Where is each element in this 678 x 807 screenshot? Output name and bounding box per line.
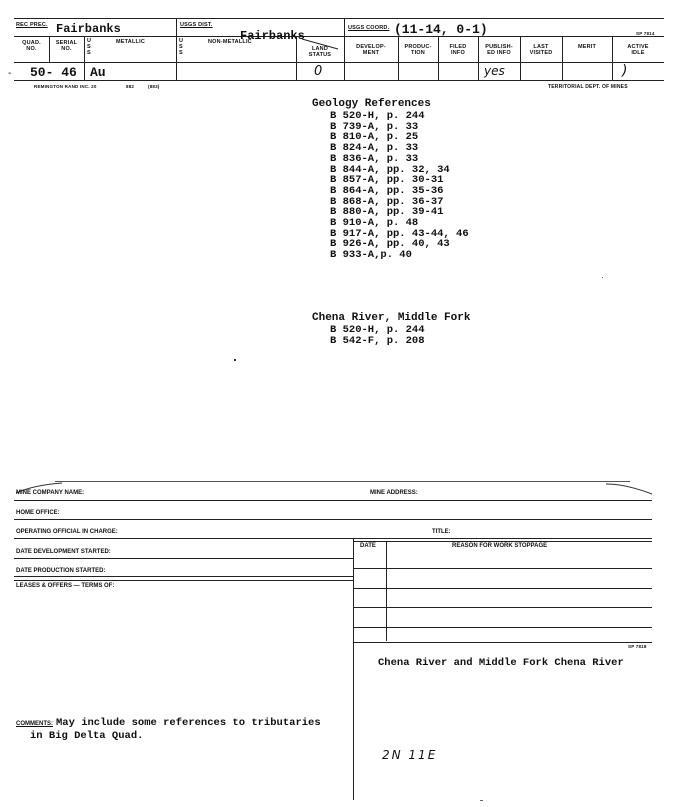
- comments-label: COMMENTS:: [16, 721, 53, 727]
- geology-ref-item: B 926-A, pp. 40, 43: [330, 238, 450, 251]
- col-uss-1: U S S: [87, 38, 92, 56]
- home-office-label: HOME OFFICE:: [16, 510, 60, 516]
- printer-code-2: (883): [148, 84, 160, 89]
- col-development: DEVELOP- MENT: [356, 44, 386, 56]
- title-label: TITLE:: [432, 529, 451, 535]
- col-non-metallic: NON-METALLIC: [208, 39, 252, 45]
- col-uss-2: U S S: [179, 38, 184, 56]
- geology-ref-item: B 917-A, pp. 43-44, 46: [330, 227, 469, 240]
- col-metallic: METALLIC: [116, 39, 145, 45]
- geology-ref-item: B 824-A, p. 33: [330, 142, 419, 155]
- row-metallic: Au: [90, 65, 106, 80]
- reason-col-label: REASON FOR WORK STOPPAGE: [452, 543, 548, 549]
- dept-label: TERRITORIAL DEPT. OF MINES: [548, 84, 628, 90]
- chena-ref-list: [330, 325, 425, 346]
- date-development-label: DATE DEVELOPMENT STARTED:: [16, 549, 111, 555]
- col-serial: SERIAL NO.: [55, 40, 78, 52]
- col-merit: MERIT: [577, 44, 597, 50]
- usgs-dist-value: Fairbanks: [240, 29, 305, 43]
- row-quad-serial: 50- 46: [30, 65, 77, 80]
- geology-ref-item: B 868-A, pp. 36-37: [330, 195, 444, 208]
- usgs-coord-value: (11-14, 0-1): [394, 22, 488, 37]
- geology-ref-item: B 739-A, p. 33: [330, 120, 419, 133]
- geology-ref-item: B 844-A, pp. 32, 34: [330, 163, 450, 176]
- printer-label: REMINGTON RAND INC. 20: [34, 84, 97, 89]
- geology-ref-item: B 880-A, pp. 39-41: [330, 206, 444, 219]
- mine-address-label: MINE ADDRESS:: [370, 490, 418, 496]
- col-published-info: PUBLISH- ED INFO: [485, 44, 513, 56]
- col-quad: QUAD. NO.: [22, 40, 41, 52]
- date-col-label: DATE: [360, 543, 376, 549]
- fold-curve: [606, 482, 654, 496]
- date-production-label: DATE PRODUCTION STARTED:: [16, 568, 106, 574]
- comments-line-1: May include some references to tributaries: [56, 717, 321, 729]
- geology-ref-item: B 836-A, p. 33: [330, 152, 419, 165]
- row-active: ): [622, 63, 628, 79]
- row-dash: -: [8, 68, 12, 79]
- speck: [234, 359, 236, 361]
- geology-ref-item: B 864-A, pp. 35-36: [330, 184, 444, 197]
- geology-ref-item: B 857-A, pp. 30-31: [330, 174, 444, 187]
- col-land-status: LAND STATUS: [308, 46, 332, 58]
- usgs-coord-label: USGS COORD.: [348, 25, 390, 31]
- handwritten-coord: 2N 11E: [382, 748, 438, 762]
- speck: [480, 800, 483, 801]
- rec-prec-value: Fairbanks: [56, 22, 121, 36]
- mine-company-label: MINE COMPANY NAME:: [16, 490, 85, 496]
- col-filed-info: FILED INFO: [449, 44, 467, 56]
- chena-note: Chena River and Middle Fork Chena River: [378, 657, 624, 669]
- speck: [602, 277, 603, 278]
- geology-title: Geology References: [312, 98, 431, 110]
- chena-ref-item: B 520-H, p. 244: [330, 324, 425, 336]
- rec-prec-label: REC PREC.: [16, 22, 48, 28]
- leases-label: LEASES & OFFERS — TERMS OF:: [16, 583, 115, 589]
- row-land-status: 0: [314, 64, 323, 79]
- usgs-dist-label: USGS DIST.: [180, 22, 213, 28]
- comments-line-2: in Big Delta Quad.: [30, 730, 144, 742]
- printer-code-1: 882: [126, 84, 135, 89]
- geology-ref-list: [330, 111, 469, 261]
- geology-ref-item: B 933-A,p. 40: [330, 249, 412, 262]
- chena-title: Chena River, Middle Fork: [312, 312, 471, 324]
- form-number-2: SP 7818: [628, 644, 647, 649]
- chena-ref-item: B 542-F, p. 208: [330, 334, 425, 347]
- row-published: yes: [484, 64, 505, 78]
- form-number: SP 7814: [636, 31, 655, 36]
- geology-ref-item: B 810-A, p. 25: [330, 131, 419, 144]
- col-production: PRODUC- TION: [404, 44, 432, 56]
- geology-ref-item: B 910-A, p. 48: [330, 217, 419, 230]
- col-last-visited: LAST VISITED: [529, 44, 553, 56]
- geology-ref-item: B 520-H, p. 244: [330, 110, 425, 122]
- land-status-slash: [300, 38, 340, 50]
- col-active-idle: ACTIVE IDLE: [627, 44, 649, 56]
- operating-official-label: OPERATING OFFICIAL IN CHARGE:: [16, 529, 118, 535]
